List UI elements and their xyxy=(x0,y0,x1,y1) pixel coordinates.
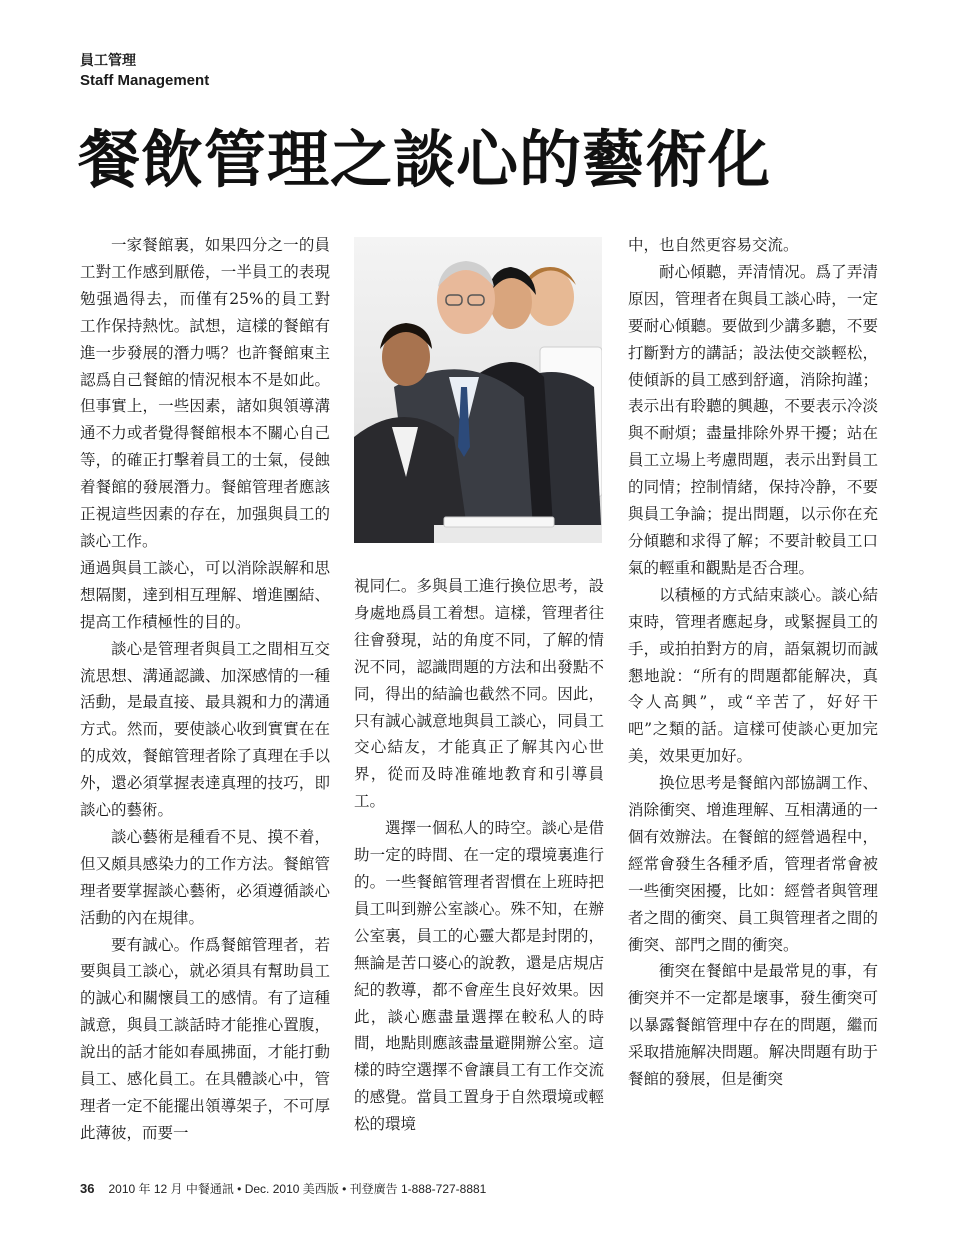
paragraph: 一家餐館裏，如果四分之一的員工對工作感到厭倦，一半員工的表現勉强過得去，而僅有25%的員工對工作保持熱忱。試想，這樣的餐館有進一步發展的潛力嗎？也許餐館東主認爲自己餐館的情況根本不是如此。但事實上，一些因素，諸如與領導溝通不力或者覺得餐館根本不關心自己等，的確正打擊着員工的士氣，侵蝕着餐館的發展潛力。餐館管理者應該正視這些因素的存在，加强與員工的談心工作。 xyxy=(80,236,330,550)
page-number: 36 xyxy=(80,1181,95,1196)
paragraph: 耐心傾聽，弄清情况。爲了弄清原因，管理者在與員工談心時，一定要耐心傾聽。要做到少講多聽，不要打斷對方的講話；設法使交談輕松，使傾訴的員工感到舒適，消除拘謹；表示出有聆聽的興趣，不要表示冷淡與不耐煩；盡量排除外界干擾；站在員工立場上考慮問題，表示出對員工的同情；控制情緒，保持冷静，不要與員工争論；提出問題，以示你在充分傾聽和求得了解；不要計較員工口氣的輕重和觀點是否合理。 xyxy=(628,262,878,577)
article-column-2 xyxy=(354,573,604,1138)
paragraph: 中，也自然更容易交流。 xyxy=(628,236,799,254)
paragraph: 談心是管理者與員工之間相互交流思想、溝通認識、加深感情的一種活動，是最直接、最具親和力的溝通方式。然而，要使談心收到實實在在的成效，餐館管理者除了真理在手以外，還必須掌握表達真理的技巧，即談心的藝術。 xyxy=(80,639,330,820)
article-column-3 xyxy=(628,232,878,1093)
paragraph: 换位思考是餐館內部協調工作、消除衝突、增進理解、互相溝通的一個有效辦法。在餐館的經營過程中，經常會發生各種矛盾，管理者常會被一些衝突困擾，比如：經營者與管理者之間的衝突、員工與管理者之間的衝突、部門之間的衝突。 xyxy=(628,774,878,954)
footer-text: 2010 年 12 月 中餐通訊 • Dec. 2010 美西版 • 刊登廣告 1-888-727-8881 xyxy=(108,1182,487,1196)
paragraph: 談心藝術是種看不見、摸不着，但又頗具感染力的工作方法。餐館管理者要掌握談心藝術，必須遵循談心活動的內在規律。 xyxy=(80,827,330,927)
paragraph: 衝突在餐館中是最常見的事，有衝突并不一定都是壞事，發生衝突可以暴露餐館管理中存在的問題，繼而采取措施解决問題。解决問題有助于餐館的發展，但是衝突 xyxy=(628,962,878,1089)
paragraph: 視同仁。多與員工進行換位思考，設身處地爲員工着想。這樣，管理者往往會發現，站的角度不同，了解的情況不同，認識問題的方法和出發點不同，得出的結論也截然不同。因此，只有誠心誠意地與員工談心，同員工交心結友，才能真正了解其內心世界，從而及時准確地教育和引導員工。 xyxy=(354,577,604,811)
paragraph: 要有誠心。作爲餐館管理者，若要與員工談心，就必須具有幫助員工的誠心和關懷員工的感情。有了這種誠意，與員工談話時才能推心置腹，說出的話才能如春風拂面，才能打動員工、感化員工。在具體談心中，管理者一定不能擺出領導架子，不可厚此薄彼，而要一 xyxy=(80,935,330,1142)
paragraph: 選擇一個私人的時空。談心是借助一定的時間、在一定的環境裏進行的。一些餐館管理者習慣在上班時把員工叫到辦公室談心。殊不知，在辦公室裏，員工的心靈大都是封閉的，無論是苦口婆心的說教，還是店規店紀的教導，都不會産生良好效果。因此，談心應盡量選擇在較私人的時間，地點則應該盡量避開辦公室。這樣的時空選擇不會讓員工有工作交流的感覺。當員工置身于自然環境或輕松的環境 xyxy=(354,819,604,1134)
staff-team-photo xyxy=(354,237,602,543)
paragraph: 通過與員工談心，可以消除誤解和思想隔閡，達到相互理解、增進團結、提高工作積極性的目的。 xyxy=(80,558,330,631)
article-column-1 xyxy=(80,232,330,1147)
article-title: 餐飲管理之談心的藝術化 xyxy=(78,123,772,196)
page-footer xyxy=(80,1180,486,1197)
section-label-en: Staff Management xyxy=(80,72,210,89)
section-label-zh: 員工管理 xyxy=(80,53,136,69)
paragraph: 以積極的方式結束談心。談心結束時，管理者應起身，或緊握員工的手，或拍拍對方的肩，語氣親切而誠懇地說：“所有的問題都能解决，真令人高興”，或“辛苦了，好好干吧”之類的話。這樣可使談心更加完美，效果更加好。 xyxy=(628,585,878,766)
